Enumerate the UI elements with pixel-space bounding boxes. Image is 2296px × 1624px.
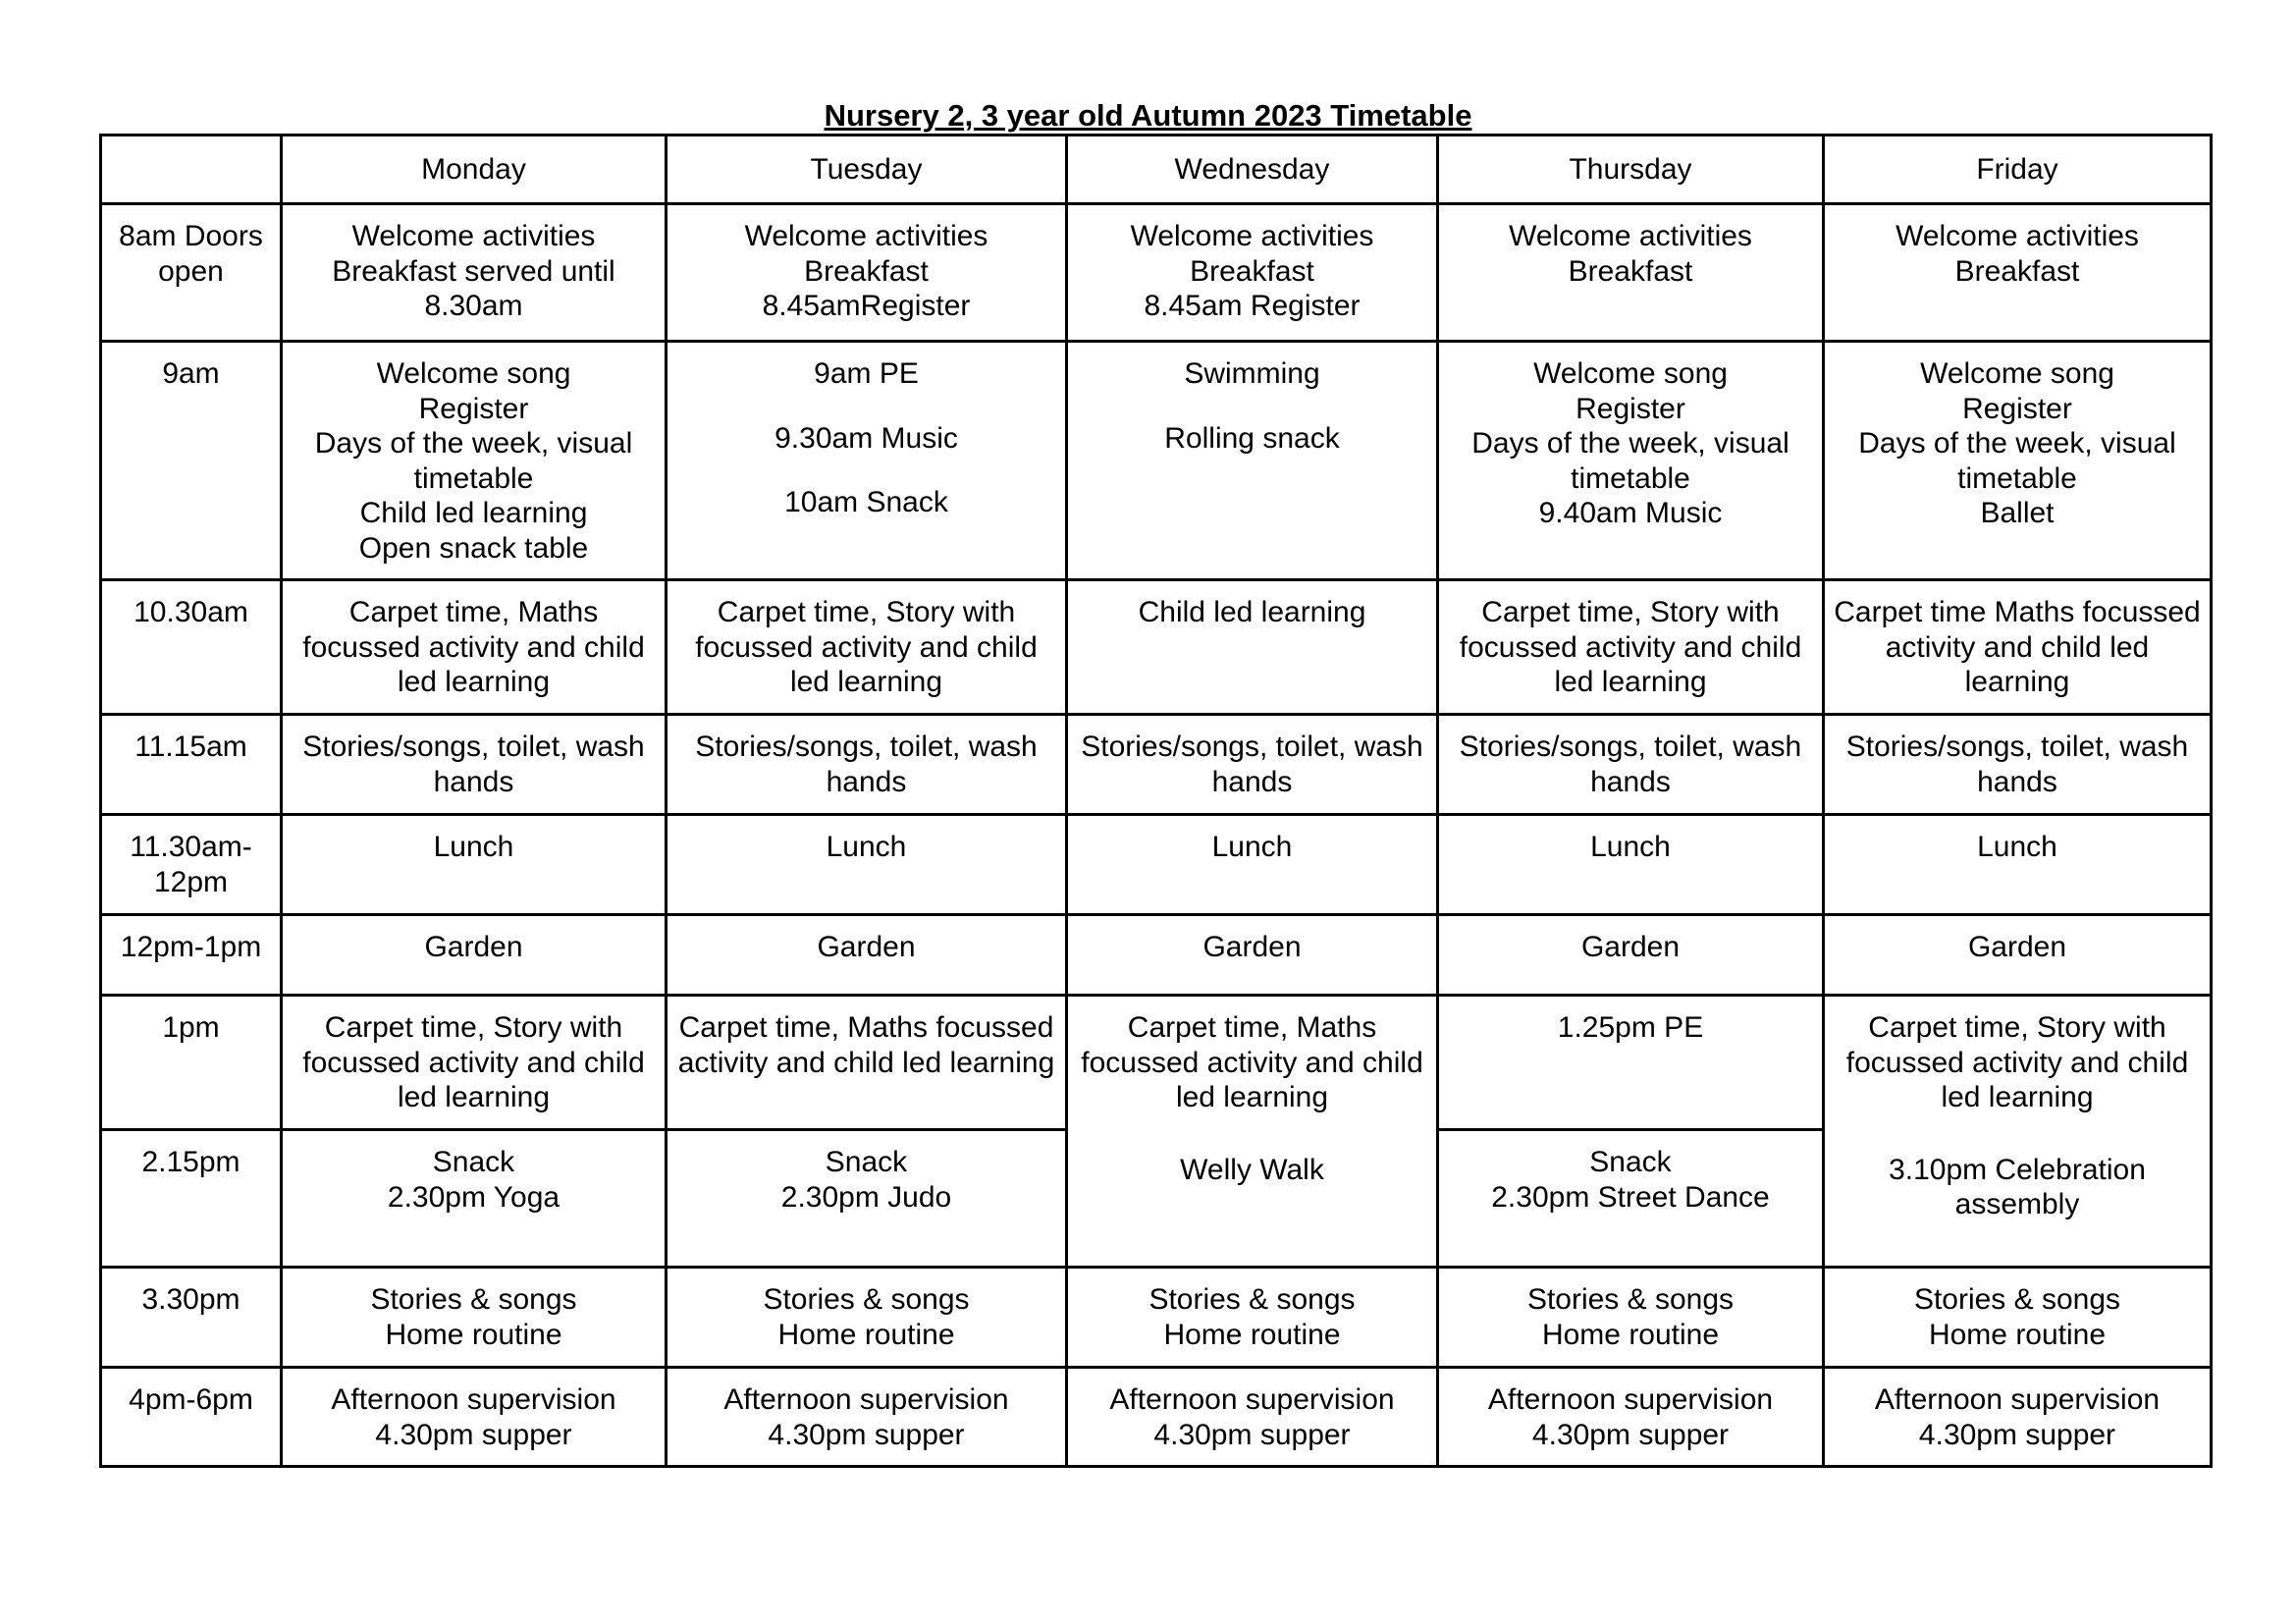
day-header-monday: Monday — [282, 135, 667, 204]
cell-wednesday-1030am: Child led learning — [1067, 580, 1438, 715]
cell-thursday-garden: Garden — [1438, 915, 1824, 996]
cell-tuesday-1030am: Carpet time, Story with focussed activity and child led learning — [667, 580, 1067, 715]
time-cell-1pm: 1pm — [101, 996, 282, 1130]
cell-tuesday-9am: 9am PE 9.30am Music 10am Snack — [667, 342, 1067, 580]
cell-wednesday-afternoon: Carpet time, Maths focussed activity and child led learning Welly Walk — [1067, 996, 1438, 1268]
cell-friday-1115am: Stories/songs, toilet, wash hands — [1824, 715, 2212, 815]
cell-friday-330pm: Stories & songs Home routine — [1824, 1268, 2212, 1368]
cell-monday-215pm: Snack 2.30pm Yoga — [282, 1130, 667, 1268]
table-row — [101, 580, 2212, 715]
corner-cell — [101, 135, 282, 204]
cell-tuesday-215pm: Snack 2.30pm Judo — [667, 1130, 1067, 1268]
cell-friday-8am: Welcome activities Breakfast — [1824, 204, 2212, 342]
cell-monday-1030am: Carpet time, Maths focussed activity and child led learning — [282, 580, 667, 715]
cell-thursday-9am: Welcome song Register Days of the week, visual timetable 9.40am Music — [1438, 342, 1824, 580]
cell-friday-afternoon: Carpet time, Story with focussed activity and child led learning 3.10pm Celebration assembly — [1824, 996, 2212, 1268]
cell-monday-4pm: Afternoon supervision 4.30pm supper — [282, 1368, 667, 1467]
cell-thursday-1030am: Carpet time, Story with focussed activity and child led learning — [1438, 580, 1824, 715]
page-title: Nursery 2, 3 year old Autumn 2023 Timetable — [824, 98, 1472, 133]
time-cell-4pm: 4pm-6pm — [101, 1368, 282, 1467]
time-cell-1130am: 11.30am-12pm — [101, 815, 282, 915]
time-cell-12pm: 12pm-1pm — [101, 915, 282, 996]
cell-friday-9am: Welcome song Register Days of the week, visual timetable Ballet — [1824, 342, 2212, 580]
cell-thursday-330pm: Stories & songs Home routine — [1438, 1268, 1824, 1368]
time-cell-8am: 8am Doors open — [101, 204, 282, 342]
cell-tuesday-8am: Welcome activities Breakfast 8.45amRegister — [667, 204, 1067, 342]
cell-friday-4pm: Afternoon supervision 4.30pm supper — [1824, 1368, 2212, 1467]
cell-tuesday-330pm: Stories & songs Home routine — [667, 1268, 1067, 1368]
time-cell-9am: 9am — [101, 342, 282, 580]
table-row — [101, 1268, 2212, 1368]
timetable — [99, 134, 2213, 1468]
cell-thursday-1115am: Stories/songs, toilet, wash hands — [1438, 715, 1824, 815]
table-row — [101, 715, 2212, 815]
cell-tuesday-4pm: Afternoon supervision 4.30pm supper — [667, 1368, 1067, 1467]
cell-wednesday-9am: Swimming Rolling snack — [1067, 342, 1438, 580]
cell-monday-8am: Welcome activities Breakfast served until 8.30am — [282, 204, 667, 342]
cell-tuesday-lunch: Lunch — [667, 815, 1067, 915]
cell-wednesday-8am: Welcome activities Breakfast 8.45am Register — [1067, 204, 1438, 342]
header-row — [101, 135, 2212, 204]
cell-thursday-215pm: Snack 2.30pm Street Dance — [1438, 1130, 1824, 1268]
cell-tuesday-1115am: Stories/songs, toilet, wash hands — [667, 715, 1067, 815]
cell-monday-1115am: Stories/songs, toilet, wash hands — [282, 715, 667, 815]
cell-friday-lunch: Lunch — [1824, 815, 2212, 915]
time-cell-215pm: 2.15pm — [101, 1130, 282, 1268]
day-header-thursday: Thursday — [1438, 135, 1824, 204]
cell-thursday-4pm: Afternoon supervision 4.30pm supper — [1438, 1368, 1824, 1467]
table-row — [101, 996, 2212, 1130]
cell-wednesday-garden: Garden — [1067, 915, 1438, 996]
cell-monday-9am: Welcome song Register Days of the week, visual timetable Child led learning Open snack table — [282, 342, 667, 580]
day-header-tuesday: Tuesday — [667, 135, 1067, 204]
cell-thursday-lunch: Lunch — [1438, 815, 1824, 915]
time-cell-1115am: 11.15am — [101, 715, 282, 815]
day-header-wednesday: Wednesday — [1067, 135, 1438, 204]
cell-friday-1030am: Carpet time Maths focussed activity and child led learning — [1824, 580, 2212, 715]
cell-monday-1pm: Carpet time, Story with focussed activity and child led learning — [282, 996, 667, 1130]
table-row — [101, 342, 2212, 580]
cell-wednesday-4pm: Afternoon supervision 4.30pm supper — [1067, 1368, 1438, 1467]
cell-thursday-1pm: 1.25pm PE — [1438, 996, 1824, 1130]
cell-tuesday-garden: Garden — [667, 915, 1067, 996]
cell-tuesday-1pm: Carpet time, Maths focussed activity and child led learning — [667, 996, 1067, 1130]
table-row — [101, 204, 2212, 342]
cell-monday-lunch: Lunch — [282, 815, 667, 915]
table-row — [101, 815, 2212, 915]
cell-thursday-8am: Welcome activities Breakfast — [1438, 204, 1824, 342]
cell-wednesday-1115am: Stories/songs, toilet, wash hands — [1067, 715, 1438, 815]
cell-wednesday-lunch: Lunch — [1067, 815, 1438, 915]
day-header-friday: Friday — [1824, 135, 2212, 204]
time-cell-1030am: 10.30am — [101, 580, 282, 715]
cell-monday-garden: Garden — [282, 915, 667, 996]
time-cell-330pm: 3.30pm — [101, 1268, 282, 1368]
table-row — [101, 1368, 2212, 1467]
cell-monday-330pm: Stories & songs Home routine — [282, 1268, 667, 1368]
cell-wednesday-330pm: Stories & songs Home routine — [1067, 1268, 1438, 1368]
table-row — [101, 915, 2212, 996]
cell-friday-garden: Garden — [1824, 915, 2212, 996]
